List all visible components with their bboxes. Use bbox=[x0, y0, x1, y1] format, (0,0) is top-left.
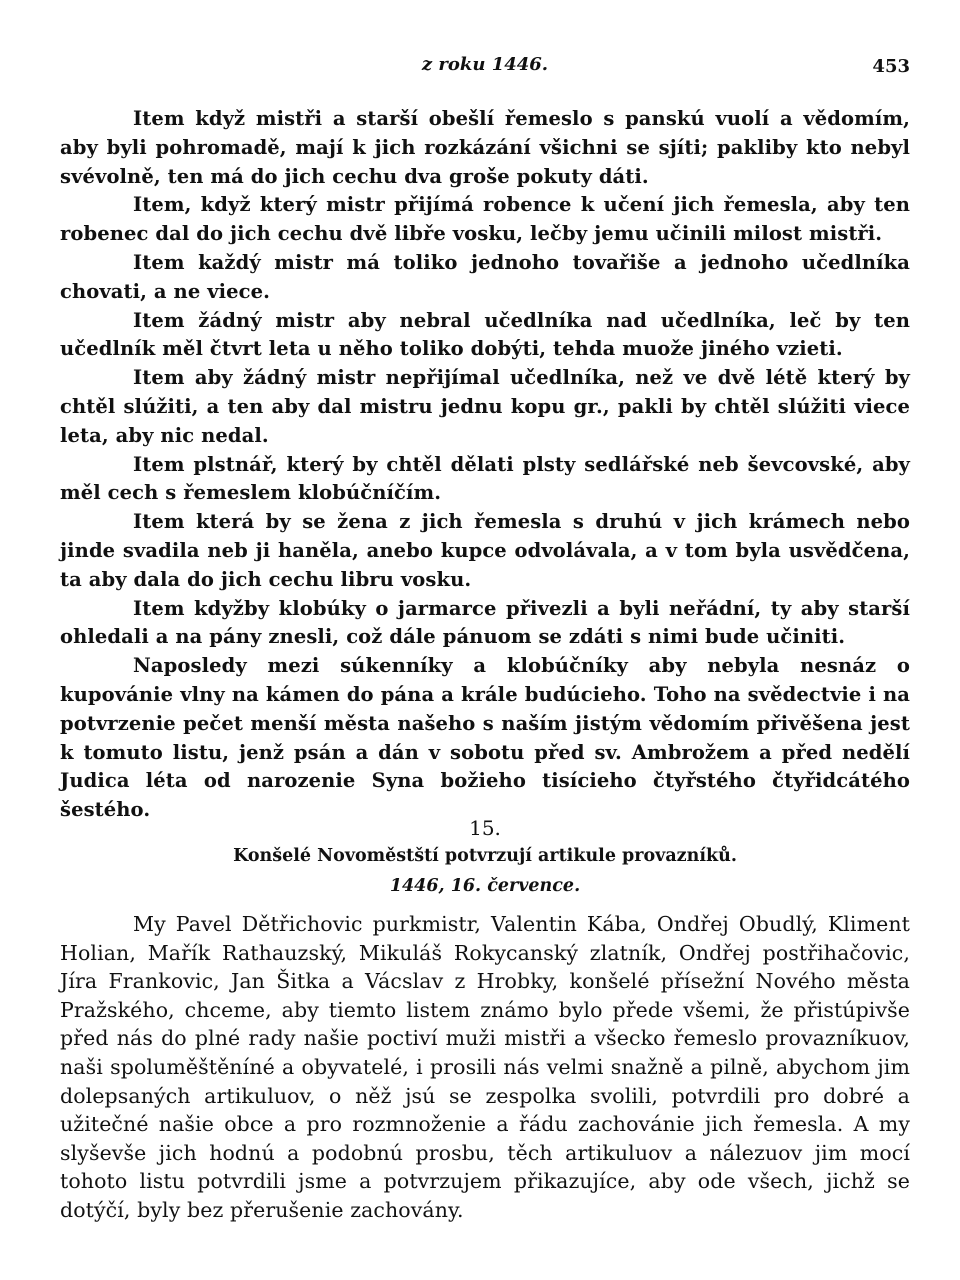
paragraph: Item kdyžby klobúky o jarmarce přivezli a byli neřádní, ty aby starší ohledali a na pány znesli, což dále pánuom se zdáti s nimi bude učiniti. bbox=[60, 596, 910, 649]
paragraph: Item plstnář, který by chtěl dělati plsty sedlářské neb ševcovské, aby měl cech s řemeslem klobúčníčím. bbox=[60, 452, 910, 505]
article-body bbox=[60, 105, 910, 825]
paragraph: My Pavel Dětřichovic purkmistr, Valentin Kába, Ondřej Obudlý, Kliment Holian, Mařík Rathauzský, Mikuláš Rokycanský zlatník, Ondřej postřihačovic, Jíra Frankovic, Jan Šitka a Vácslav z Hrobky, konšelé přísežní Nového města Pražského, chceme, aby tiemto listem známo bylo přede všemi, že přistúpivše před nás do plné rady našie poctiví muži mistři a všecko řemeslo provazníkuov, naši spoluměštěníné a obyvatelé, i prosili nás velmi snažně a pilně, abychom jim dolepsaných artikuluov, o něž jsú se zespolka svolili, potvrdili pro dobré a užitečné našie obce a pro rozmnoženie a řádu zachovánie jich řemesla. A my slyševše jich hodnú a podobnú prosbu, těch artikuluov a nálezuov jim mocí tohoto listu potvrdili jsme a potvrzujem přikazujíce, aby ode všech, jichž se dotýčí, byly bez přerušenie zachovány. bbox=[60, 912, 910, 1222]
paragraph: Item každý mistr má toliko jednoho tovařiše a jednoho učedlníka chovati, a ne viece. bbox=[60, 250, 910, 303]
page-number: 453 bbox=[872, 56, 910, 77]
paragraph: Item žádný mistr aby nebral učedlníka nad učedlníka, leč by ten učedlník měl čtvrt leta u něho toliko dobýti, tehda muože jiného vzieti. bbox=[60, 308, 910, 361]
document-number: 15. bbox=[469, 816, 501, 840]
running-title: z roku 1446. bbox=[421, 54, 549, 75]
document-heading: Konšelé Novoměstští potvrzují artikule provazníků. bbox=[233, 846, 737, 866]
paragraph: Item, když který mistr přijímá robence k učení jich řemesla, aby ten robenec dal do jich cechu dvě libře vosku, lečby jemu učinili milost mistři. bbox=[60, 193, 910, 246]
document-body bbox=[60, 910, 910, 1225]
document-date: 1446, 16. července. bbox=[389, 876, 581, 896]
paragraph: Item když mistři a starší obešlí řemeslo s panskú vuolí a vědomím, aby byli pohromadě, mají k jich rozkázání všichni se sjíti; pakliby kto nebyl svévolně, ten má do jich cechu dva groše pokuty dáti. bbox=[60, 107, 910, 188]
paragraph: Naposledy mezi súkenníky a klobúčníky aby nebyla nesnáz o kupovánie vlny na kámen do pána a krále budúcieho. Toho na svědectvie i na potvrzenie pečet menší města našeho s naším jistým vědomím přivěšena jest k tomuto listu, jenž psán a dán v sobotu před sv. Ambrožem a před nedělí Judica léta od narozenie Syna božieho tisícieho čtyřstého čtyřidcátého šestého. bbox=[60, 654, 910, 822]
running-head bbox=[60, 54, 910, 84]
paragraph: Item aby žádný mistr nepřijímal učedlníka, než ve dvě létě který by chtěl slúžiti, a ten aby dal mistru jednu kopu gr., pakli by chtěl slúžiti viece leta, aby nic nedal. bbox=[60, 366, 910, 447]
paragraph: Item která by se žena z jich řemesla s druhú v jich krámech nebo jinde svadila neb ji haněla, anebo kupce odvolávala, a v tom byla usvědčena, ta aby dala do jich cechu libru vosku. bbox=[60, 510, 910, 591]
